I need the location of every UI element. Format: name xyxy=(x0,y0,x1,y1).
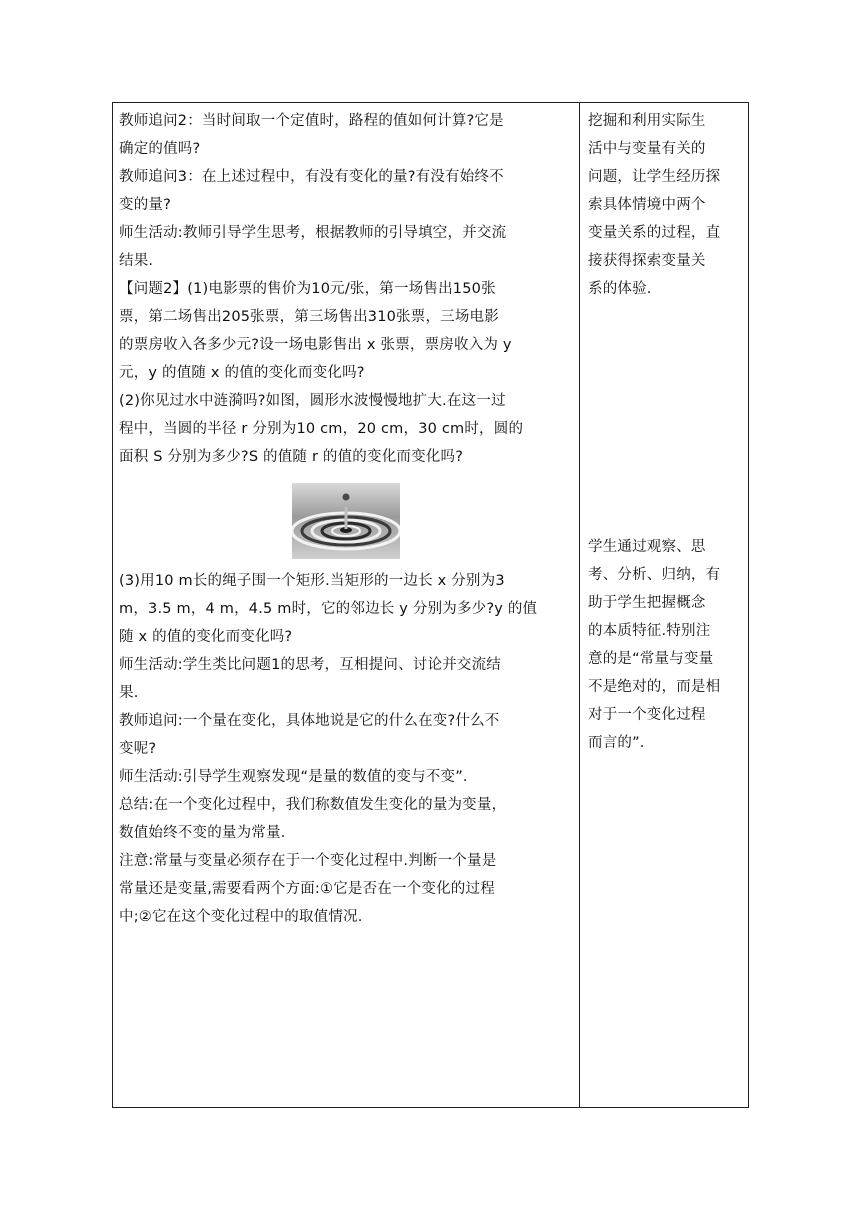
text-line: 的本质特征.特别注 xyxy=(588,623,711,639)
text-line: 变的量? xyxy=(119,197,171,213)
text-line: 教师追问2：当时间取一个定值时，路程的值如何计算?它是 xyxy=(119,113,504,129)
text-line: 挖掘和利用实际生 xyxy=(588,113,706,129)
text-line: 师生活动:教师引导学生思考，根据教师的引导填空，并交流 xyxy=(119,225,507,241)
text-line: 程中，当圆的半径 r 分别为10 cm，20 cm，30 cm时，圆的 xyxy=(119,421,524,437)
text-line: 确定的值吗? xyxy=(119,141,201,157)
text-line: 活中与变量有关的 xyxy=(588,141,706,157)
design-intent-column xyxy=(580,103,749,1108)
water-ripple-image xyxy=(292,483,400,559)
text-line: 【问题2】(1)电影票的售价为10元/张，第一场售出150张 xyxy=(119,281,496,297)
text-line: (3)用10 m长的绳子围一个矩形.当矩形的一边长 x 分别为3 xyxy=(119,573,505,589)
text-line: 票，第二场售出205张票，第三场售出310张票，三场电影 xyxy=(119,309,499,325)
text-line: 面积 S 分别为多少?S 的值随 r 的值的变化而变化吗? xyxy=(119,449,464,465)
text-line: 教师追问:一个量在变化，具体地说是它的什么在变?什么不 xyxy=(119,713,500,729)
text-line: 常量还是变量,需要看两个方面:①它是否在一个变化的过程 xyxy=(119,881,495,897)
text-line: 变呢? xyxy=(119,741,157,757)
text-line: 系的体验. xyxy=(588,281,652,297)
text-line: 变量关系的过程，直 xyxy=(588,225,721,241)
text-line: 师生活动:学生类比问题1的思考，互相提问、讨论并交流结 xyxy=(119,657,502,673)
text-line: 的票房收入各多少元?设一场电影售出 x 张票，票房收入为 y xyxy=(119,337,512,353)
text-line: 总结:在一个变化过程中，我们称数值发生变化的量为变量， xyxy=(119,797,507,813)
process-column xyxy=(113,103,580,1108)
ripple-figure xyxy=(119,477,573,565)
lesson-table xyxy=(112,102,749,1108)
text-line: 学生通过观察、思 xyxy=(588,539,706,555)
text-line: 师生活动:引导学生观察发现“是量的数值的变与不变”. xyxy=(119,769,468,785)
process-content xyxy=(113,103,579,931)
design-note-2 xyxy=(588,533,744,757)
text-line: 助于学生把握概念 xyxy=(588,595,706,611)
text-line: 考、分析、归纳，有 xyxy=(588,567,721,583)
text-line: (2)你见过水中涟漪吗?如图，圆形水波慢慢地扩大.在这一过 xyxy=(119,393,506,409)
table-row xyxy=(113,103,749,1108)
text-line: 注意:常量与变量必须存在于一个变化过程中.判断一个量是 xyxy=(119,853,497,869)
text-line: 教师追问3：在上述过程中，有没有变化的量?有没有始终不 xyxy=(119,169,504,185)
text-line: 对于一个变化过程 xyxy=(588,707,706,723)
design-intent-content xyxy=(580,103,748,1111)
text-line: 中;②它在这个变化过程中的取值情况. xyxy=(119,909,363,925)
text-line: 元，y 的值随 x 的值的变化而变化吗? xyxy=(119,365,365,381)
text-line: 问题，让学生经历探 xyxy=(588,169,721,185)
text-line: 随 x 的值的变化而变化吗? xyxy=(119,629,293,645)
text-line: 索具体情境中两个 xyxy=(588,197,706,213)
design-note-1 xyxy=(588,107,740,303)
text-line: 意的是“常量与变量 xyxy=(588,651,714,667)
text-line: 不是绝对的，而是相 xyxy=(588,679,721,695)
text-line: 结果. xyxy=(119,253,154,269)
text-line: 接获得探索变量关 xyxy=(588,253,706,269)
text-line: m，3.5 m，4 m，4.5 m时，它的邻边长 y 分别为多少?y 的值 xyxy=(119,601,538,617)
text-line: 果. xyxy=(119,685,139,701)
text-line: 而言的”. xyxy=(588,735,645,751)
text-line: 数值始终不变的量为常量. xyxy=(119,825,286,841)
